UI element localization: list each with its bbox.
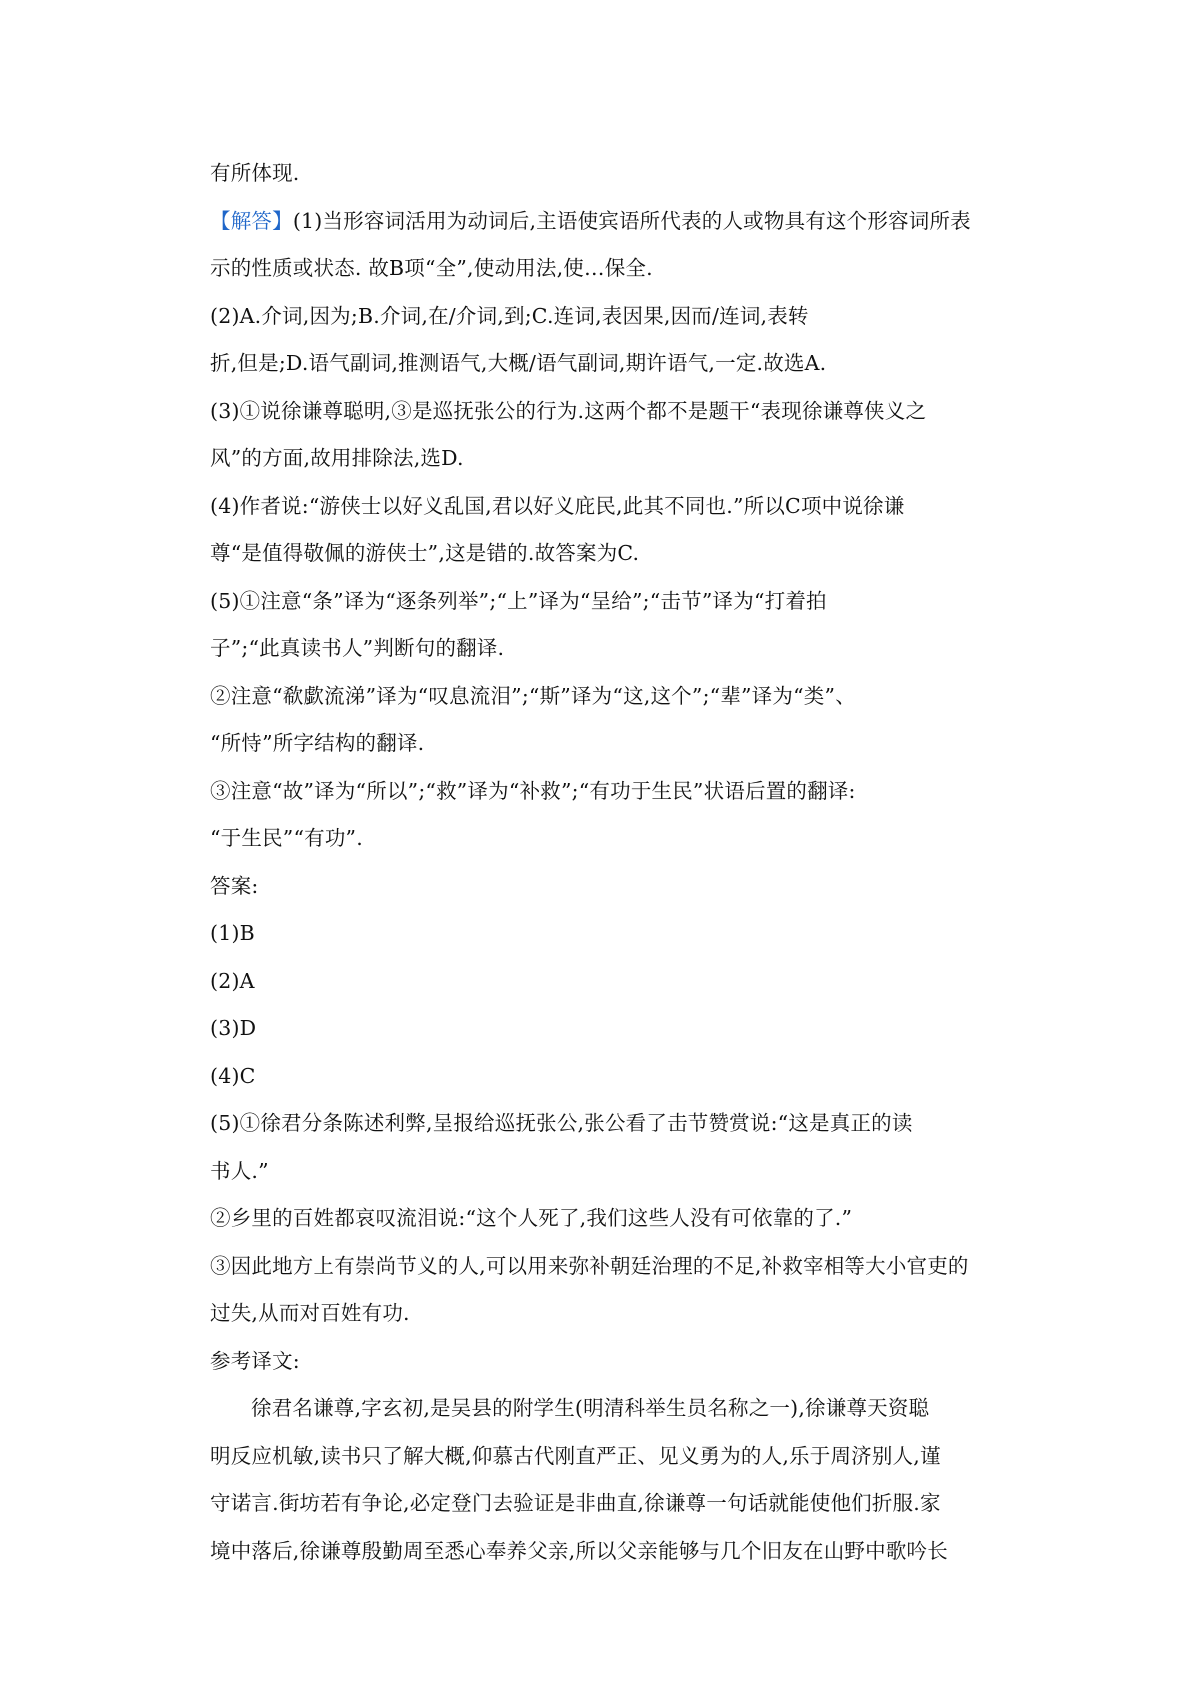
- line-text: 参考译文:: [210, 1348, 300, 1373]
- text-line: [210, 435, 1025, 483]
- text-line: [210, 530, 1025, 578]
- line-text: (2)A: [210, 968, 255, 993]
- line-text: (2)A.介词,因为;B.介词,在/介词,到;C.连词,表因果,因而/连词,表转: [210, 303, 809, 328]
- line-text: (3)①说徐谦尊聪明,③是巡抚张公的行为.这两个都不是题干“表现徐谦尊侠义之: [210, 398, 927, 423]
- text-line: [210, 1433, 1025, 1481]
- line-text: 明反应机敏,读书只了解大概,仰慕古代刚直严正、见义勇为的人,乐于周济别人,谨: [210, 1443, 941, 1468]
- text-line: [210, 1243, 1025, 1291]
- line-text: ③注意“故”译为“所以”;“救”译为“补救”;“有功于生民”状语后置的翻译:: [210, 778, 856, 803]
- text-line: [210, 863, 1025, 911]
- line-text: 示的性质或状态. 故B项“全”,使动用法,使…保全.: [210, 256, 653, 280]
- answer-label: 【解答】: [210, 208, 293, 233]
- line-text: (4)作者说:“游侠士以好义乱国,君以好义庇民,此其不同也.”所以C项中说徐谦: [210, 493, 905, 518]
- line-text: ②注意“欷歔流涕”译为“叹息流泪”;“斯”译为“这,这个”;“辈”译为“类”、: [210, 683, 856, 708]
- text-line: [210, 1195, 1025, 1243]
- text-line: [210, 1005, 1025, 1053]
- line-text: 折,但是;D.语气副词,推测语气,大概/语气副词,期许语气,一定.故选A.: [210, 351, 827, 375]
- text-line: [210, 720, 1025, 768]
- line-text: 答案:: [210, 873, 259, 898]
- line-text: 有所体现.: [210, 161, 300, 185]
- line-text: (3)D: [210, 1016, 257, 1040]
- line-text: 守诺言.街坊若有争论,必定登门去验证是非曲直,徐谦尊一句话就能使他们折服.家: [210, 1491, 941, 1515]
- line-text: “所恃”所字结构的翻译.: [210, 731, 425, 755]
- text-line: [210, 1290, 1025, 1338]
- line-text: (4)C: [210, 1063, 256, 1088]
- text-line: [210, 198, 1025, 246]
- text-line: [210, 150, 1025, 198]
- text-line: [210, 1385, 1025, 1433]
- text-line: [210, 1480, 1025, 1528]
- line-text: 徐君名谦尊,字玄初,是吴县的附学生(明清科举生员名称之一),徐谦尊天资聪: [251, 1396, 930, 1420]
- text-line: [210, 958, 1025, 1006]
- line-text: 境中落后,徐谦尊殷勤周至悉心奉养父亲,所以父亲能够与几个旧友在山野中歌吟长: [210, 1538, 948, 1563]
- line-text: (1)当形容词活用为动词后,主语使宾语所代表的人或物具有这个形容词所表: [292, 208, 971, 233]
- line-text: 子”;“此真读书人”判断句的翻译.: [210, 636, 505, 660]
- text-line: [210, 340, 1025, 388]
- text-line: [210, 815, 1025, 863]
- text-line: [210, 1100, 1025, 1148]
- line-text: ②乡里的百姓都哀叹流泪说:“这个人死了,我们这些人没有可依靠的了.”: [210, 1206, 853, 1230]
- line-text: (1)B: [210, 921, 255, 945]
- text-line: [210, 1338, 1025, 1386]
- line-text: (5)①徐君分条陈述利弊,呈报给巡抚张公,张公看了击节赞赏说:“这是真正的读: [210, 1111, 913, 1135]
- text-line: [210, 1053, 1025, 1101]
- text-line: [210, 1148, 1025, 1196]
- document-body: [210, 150, 1025, 1575]
- text-line: [210, 768, 1025, 816]
- text-line: [210, 1528, 1025, 1576]
- text-line: [210, 245, 1025, 293]
- line-text: ③因此地方上有崇尚节义的人,可以用来弥补朝廷治理的不足,补救宰相等大小官吏的: [210, 1253, 969, 1278]
- text-line: [210, 483, 1025, 531]
- text-line: [210, 293, 1025, 341]
- line-text: 风”的方面,故用排除法,选D.: [210, 446, 464, 470]
- text-line: [210, 388, 1025, 436]
- line-text: 书人.”: [210, 1158, 269, 1183]
- text-line: [210, 625, 1025, 673]
- line-text: “于生民”“有功”.: [210, 826, 363, 850]
- text-line: [210, 673, 1025, 721]
- line-text: 尊“是值得敬佩的游侠士”,这是错的.故答案为C.: [210, 541, 640, 565]
- text-line: [210, 910, 1025, 958]
- line-text: (5)①注意“条”译为“逐条列举”;“上”译为“呈给”;“击节”译为“打着拍: [210, 588, 827, 613]
- text-line: [210, 578, 1025, 626]
- line-text: 过失,从而对百姓有功.: [210, 1301, 410, 1325]
